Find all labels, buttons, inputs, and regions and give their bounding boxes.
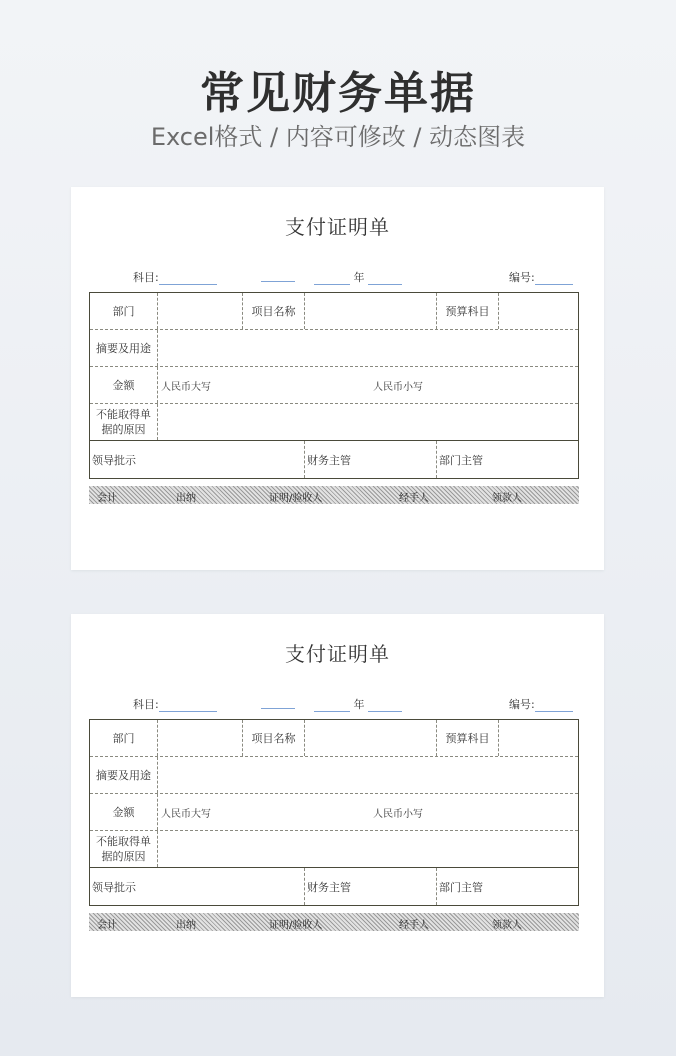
amount-label: 金额 (90, 367, 158, 403)
signature-strip (89, 486, 579, 504)
summary-value[interactable] (158, 330, 578, 366)
project-name-value[interactable] (305, 293, 437, 329)
date-blank[interactable] (261, 696, 295, 709)
reason-value[interactable] (158, 404, 578, 440)
table-row (90, 367, 578, 404)
reason-label: 不能取得单据的原因 (90, 831, 158, 867)
summary-label: 摘要及用途 (90, 330, 158, 366)
year-field[interactable] (314, 696, 402, 712)
leader-approval-label: 领导批示 (90, 441, 305, 478)
number-field[interactable] (509, 696, 573, 712)
summary-label: 摘要及用途 (90, 757, 158, 793)
table-row (90, 868, 578, 905)
summary-value[interactable] (158, 757, 578, 793)
table-row (90, 757, 578, 794)
number-label: 编号: (509, 271, 535, 284)
budget-subject-label: 预算科目 (437, 720, 499, 756)
amount-label: 金额 (90, 794, 158, 830)
form-title: 支付证明单 (285, 215, 390, 239)
rmb-upper-label: 人民币大写 (161, 381, 211, 393)
date-underline (261, 698, 295, 709)
voucher-table (89, 719, 579, 906)
accounting-label: 会计 (97, 920, 117, 931)
reason-value[interactable] (158, 831, 578, 867)
budget-subject-value[interactable] (499, 293, 578, 329)
table-row (90, 441, 578, 478)
rmb-lower-label: 人民币小写 (373, 808, 423, 820)
table-row (90, 720, 578, 757)
cashier-label: 出纳 (176, 493, 196, 504)
payment-voucher-card-2 (71, 614, 604, 997)
budget-subject-value[interactable] (499, 720, 578, 756)
page-title: 常见财务单据 (200, 68, 476, 119)
handler-label: 经手人 (399, 920, 429, 931)
rmb-upper-label: 人民币大写 (161, 808, 211, 820)
subject-field[interactable] (133, 696, 217, 712)
amount-value[interactable] (158, 367, 578, 403)
subject-label: 科目: (133, 698, 159, 711)
budget-subject-label: 预算科目 (437, 293, 499, 329)
project-name-value[interactable] (305, 720, 437, 756)
year-label: 年 (353, 698, 365, 711)
dept-supervisor-label: 部门主管 (439, 453, 483, 467)
date-blank[interactable] (261, 269, 295, 282)
department-label: 部门 (90, 293, 158, 329)
witness-label: 证明/验收人 (269, 493, 323, 504)
finance-supervisor-label: 财务主管 (305, 868, 437, 905)
subject-underline (159, 274, 217, 285)
table-row (90, 293, 578, 330)
cashier-label: 出纳 (176, 920, 196, 931)
subject-underline (159, 701, 217, 712)
receiver-label: 领款人 (492, 493, 522, 504)
year-field[interactable] (314, 269, 402, 285)
subject-label: 科目: (133, 271, 159, 284)
form-title: 支付证明单 (285, 642, 390, 666)
dept-supervisor-label: 部门主管 (439, 880, 483, 894)
finance-supervisor-label: 财务主管 (305, 441, 437, 478)
department-value[interactable] (158, 720, 243, 756)
number-field[interactable] (509, 269, 573, 285)
number-underline (535, 701, 573, 712)
receiver-label: 领款人 (492, 920, 522, 931)
table-row (90, 831, 578, 868)
table-row (90, 794, 578, 831)
signature-strip (89, 913, 579, 931)
witness-label: 证明/验收人 (269, 920, 323, 931)
subject-field[interactable] (133, 269, 217, 285)
department-value[interactable] (158, 293, 243, 329)
number-label: 编号: (509, 698, 535, 711)
page-subtitle: Excel格式 / 内容可修改 / 动态图表 (150, 123, 526, 151)
table-row (90, 404, 578, 441)
year-label: 年 (353, 271, 365, 284)
date-underline (261, 271, 295, 282)
project-name-label: 项目名称 (243, 720, 305, 756)
year-underline (314, 274, 350, 285)
amount-value[interactable] (158, 794, 578, 830)
number-underline (535, 274, 573, 285)
year-underline (314, 701, 350, 712)
leader-approval-label: 领导批示 (90, 868, 305, 905)
payment-voucher-card-1 (71, 187, 604, 570)
rmb-lower-label: 人民币小写 (373, 381, 423, 393)
department-label: 部门 (90, 720, 158, 756)
table-row (90, 330, 578, 367)
reason-label: 不能取得单据的原因 (90, 404, 158, 440)
month-underline (368, 274, 402, 285)
voucher-table (89, 292, 579, 479)
project-name-label: 项目名称 (243, 293, 305, 329)
handler-label: 经手人 (399, 493, 429, 504)
month-underline (368, 701, 402, 712)
accounting-label: 会计 (97, 493, 117, 504)
